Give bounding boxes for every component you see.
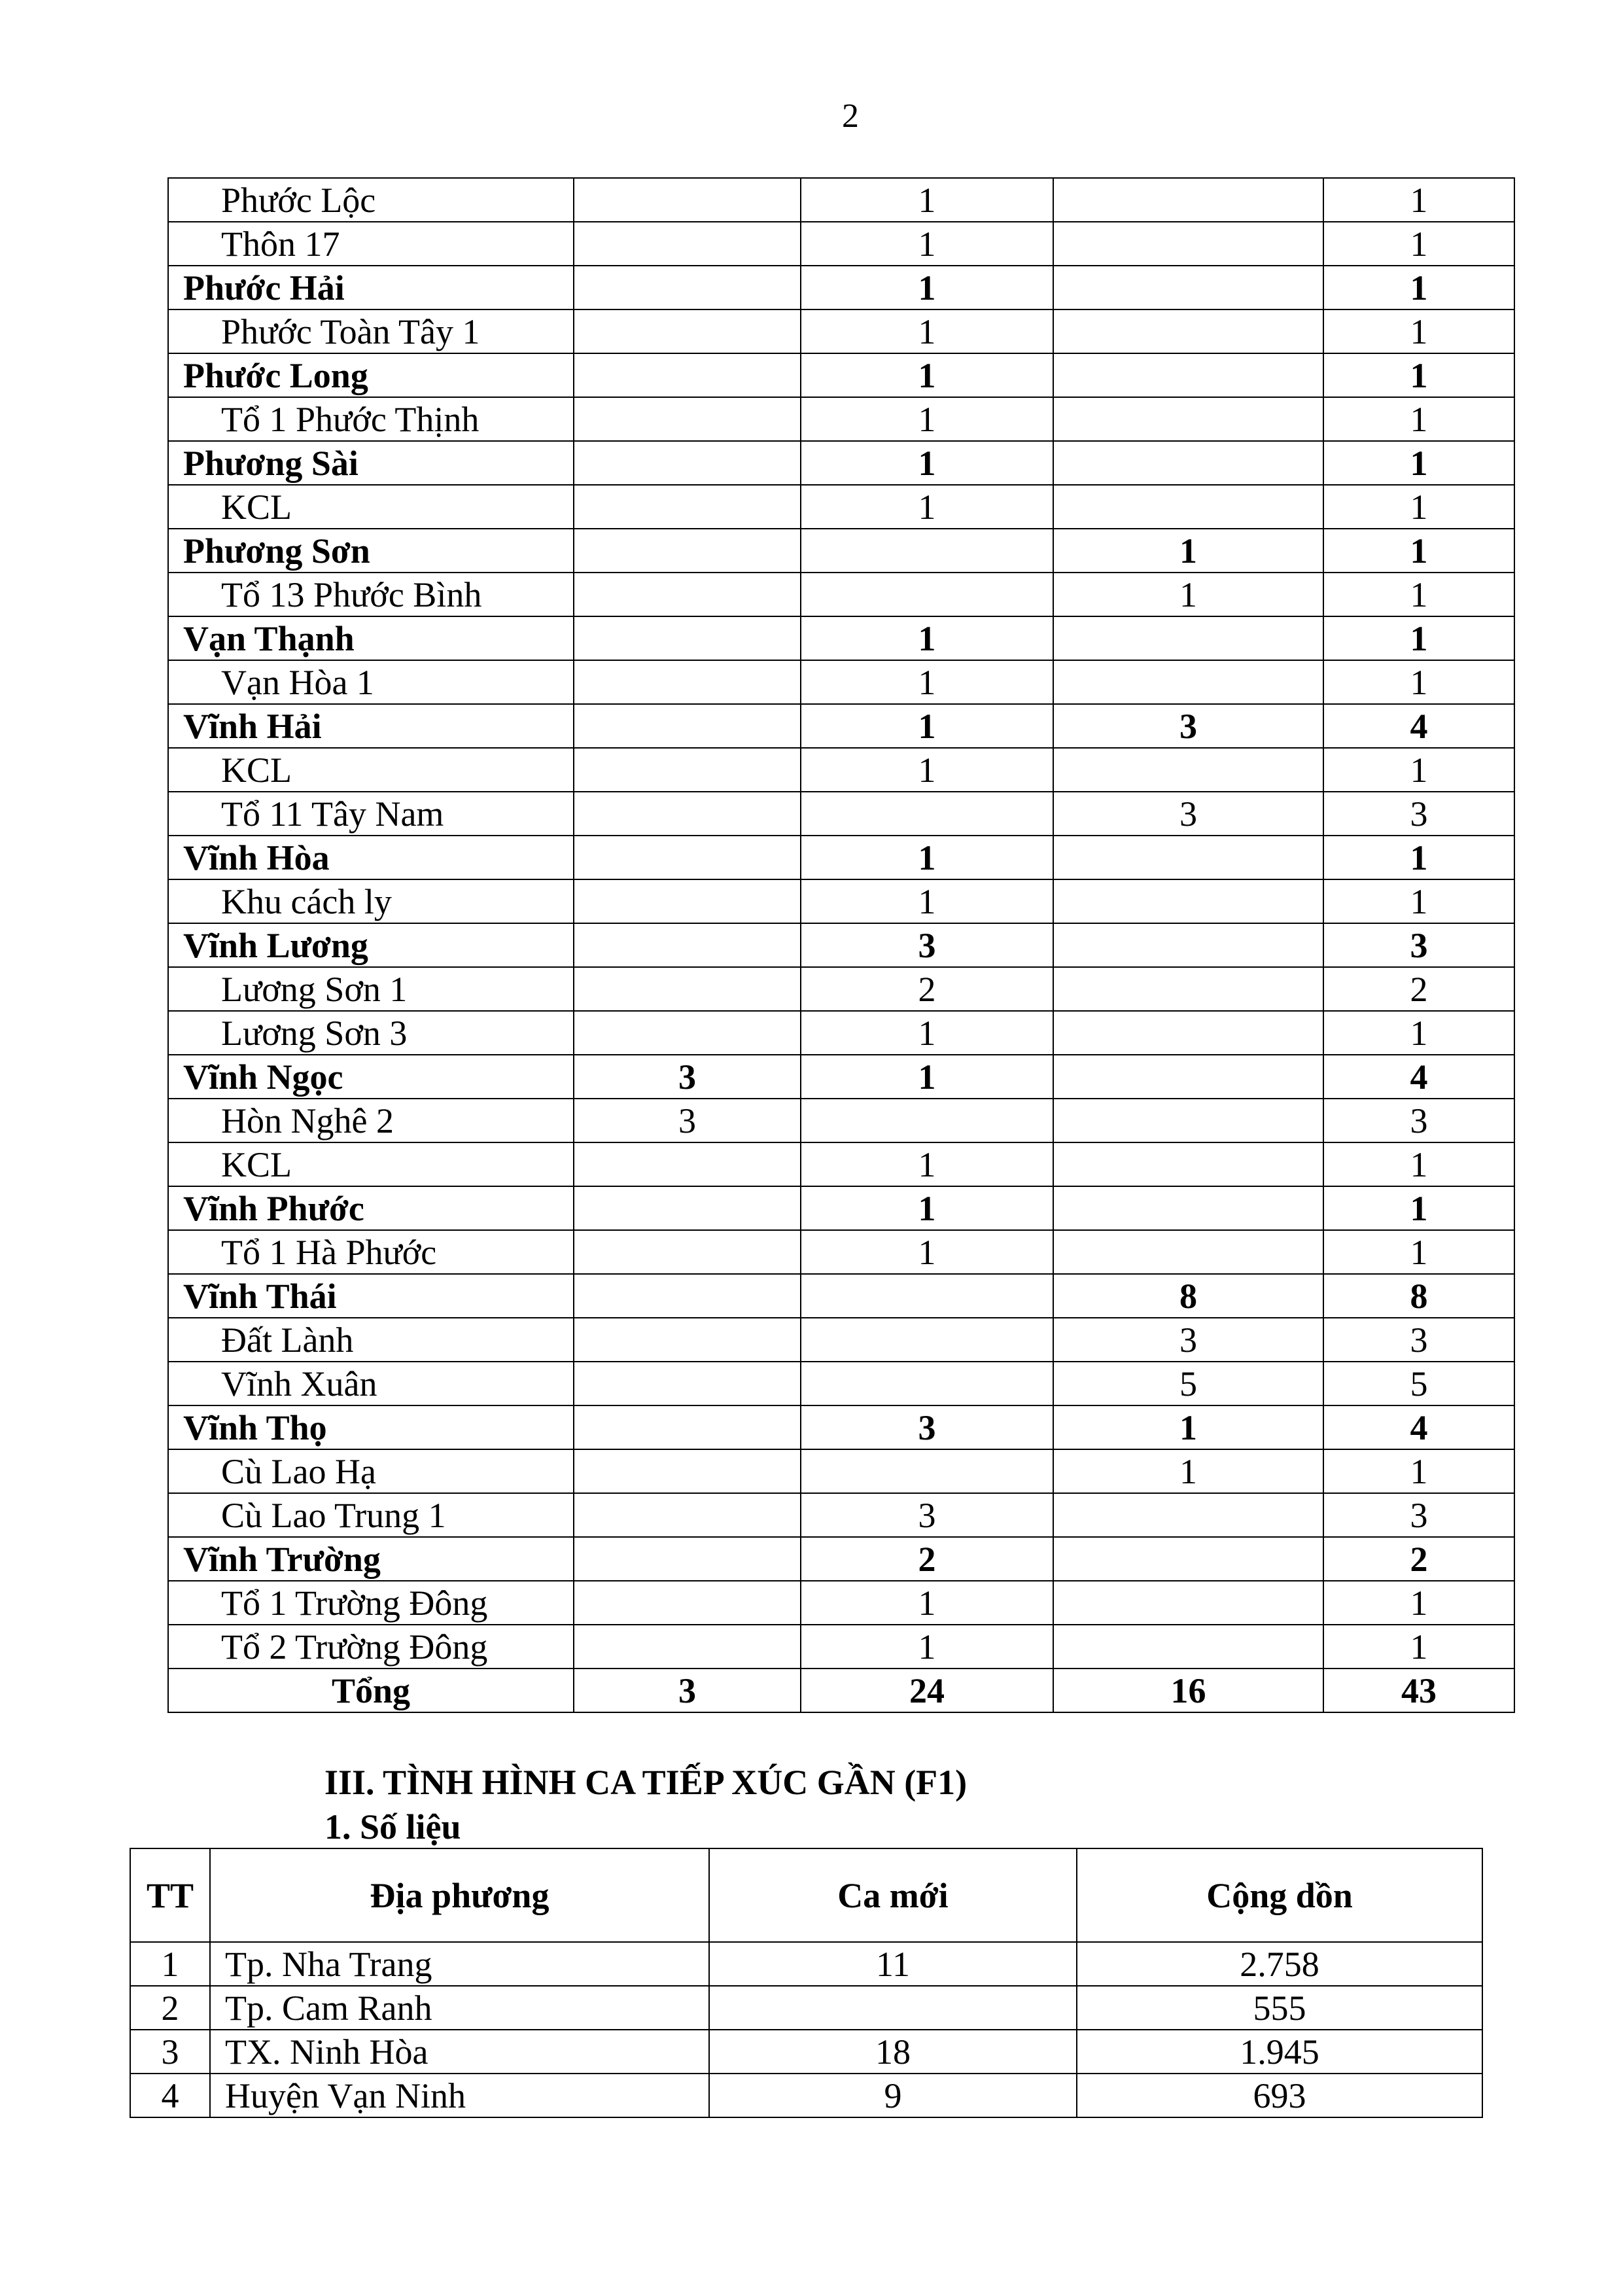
count-col1 [574,1537,801,1581]
ward-row [168,266,1514,309]
count-col2: 2 [801,1537,1053,1581]
locality-name: Vĩnh Hải [168,704,574,748]
count-col3 [1053,353,1323,397]
count-col1: 3 [574,1099,801,1142]
locality-name: Khu cách ly [168,879,574,923]
row-total: 1 [1323,573,1514,616]
count-col3: 8 [1053,1274,1323,1318]
total-col1: 3 [574,1669,801,1712]
locality-name: Vĩnh Thái [168,1274,574,1318]
locality-name: Đất Lành [168,1318,574,1362]
sub-area-row [168,1011,1514,1055]
count-col1 [574,397,801,441]
count-col2: 1 [801,266,1053,309]
total-col2: 24 [801,1669,1053,1712]
ward-row [168,353,1514,397]
row-total: 1 [1323,485,1514,529]
locality-name: Tổ 1 Phước Thịnh [168,397,574,441]
locality-name: Phước Hải [168,266,574,309]
count-col1 [574,441,801,485]
count-col1 [574,792,801,836]
count-col3 [1053,222,1323,266]
f1-table-body [130,1942,1482,2117]
locality-name: Lương Sơn 1 [168,967,574,1011]
row-total: 3 [1323,1493,1514,1537]
row-total: 4 [1323,1405,1514,1449]
sub-area-row [168,1099,1514,1142]
locality-name: Phước Lộc [168,178,574,222]
ward-row [168,616,1514,660]
row-total: 1 [1323,1142,1514,1186]
row-index: 2 [130,1986,210,2030]
count-col1 [574,1011,801,1055]
count-col2: 1 [801,879,1053,923]
new-cases: 9 [709,2074,1077,2117]
count-col2: 1 [801,1581,1053,1625]
ward-row [168,923,1514,967]
count-col1: 3 [574,1055,801,1099]
count-col1 [574,1405,801,1449]
count-col3 [1053,397,1323,441]
header-new-cases: Ca mới [709,1848,1077,1942]
row-total: 5 [1323,1362,1514,1405]
count-col3 [1053,441,1323,485]
count-col3 [1053,1099,1323,1142]
count-col2: 1 [801,616,1053,660]
row-total: 1 [1323,353,1514,397]
table-row [130,2074,1482,2117]
row-index: 4 [130,2074,210,2117]
count-col1 [574,1581,801,1625]
count-col3 [1053,923,1323,967]
locality-name: Vạn Hòa 1 [168,660,574,704]
count-col2: 1 [801,397,1053,441]
count-col3 [1053,616,1323,660]
row-total: 3 [1323,1318,1514,1362]
locality-name: Tổ 11 Tây Nam [168,792,574,836]
header-tt: TT [130,1848,210,1942]
sub-area-row [168,309,1514,353]
sub-area-row [168,1318,1514,1362]
count-col1 [574,704,801,748]
count-col1 [574,1318,801,1362]
count-col2: 1 [801,1186,1053,1230]
count-col3 [1053,1625,1323,1669]
locality-name: Lương Sơn 3 [168,1011,574,1055]
ward-row [168,441,1514,485]
count-col2 [801,1362,1053,1405]
locality-name: Tổ 13 Phước Bình [168,573,574,616]
count-col2 [801,1318,1053,1362]
count-col1 [574,879,801,923]
total-row [168,1669,1514,1712]
section-heading: III. TÌNH HÌNH CA TIẾP XÚC GẦN (F1) [324,1763,968,1802]
count-col1 [574,836,801,879]
count-col3 [1053,1230,1323,1274]
count-col1 [574,1449,801,1493]
locality-name: Cù Lao Trung 1 [168,1493,574,1537]
row-total: 1 [1323,266,1514,309]
count-col2 [801,1099,1053,1142]
row-index: 3 [130,2030,210,2074]
sub-area-row [168,1362,1514,1405]
sub-area-row [168,879,1514,923]
count-col1 [574,1493,801,1537]
count-col3 [1053,1186,1323,1230]
locality-name: Tổ 2 Trường Đông [168,1625,574,1669]
count-col1 [574,1625,801,1669]
row-total: 8 [1323,1274,1514,1318]
locality-name: Vĩnh Thọ [168,1405,574,1449]
count-col3: 3 [1053,704,1323,748]
ward-row [168,1537,1514,1581]
locality-name: KCL [168,748,574,792]
locality-name: Vĩnh Trường [168,1537,574,1581]
cumulative-cases: 693 [1077,2074,1482,2117]
f1-contacts-table [130,1848,1483,2118]
row-index: 1 [130,1942,210,1986]
count-col2: 1 [801,222,1053,266]
count-col3 [1053,1581,1323,1625]
sub-area-row [168,1449,1514,1493]
ward-row [168,1274,1514,1318]
cumulative-cases: 555 [1077,1986,1482,2030]
count-col2: 1 [801,1625,1053,1669]
header-cumulative: Cộng dồn [1077,1848,1482,1942]
row-total: 1 [1323,309,1514,353]
locality-name: Huyện Vạn Ninh [210,2074,709,2117]
count-col3: 1 [1053,1405,1323,1449]
row-total: 1 [1323,529,1514,573]
row-total: 1 [1323,660,1514,704]
row-total: 2 [1323,1537,1514,1581]
count-col2 [801,1274,1053,1318]
count-col3 [1053,967,1323,1011]
count-col2: 1 [801,1011,1053,1055]
row-total: 1 [1323,1449,1514,1493]
table-row [130,1986,1482,2030]
count-col3 [1053,309,1323,353]
count-col3: 3 [1053,792,1323,836]
count-col2: 1 [801,748,1053,792]
sub-area-row [168,178,1514,222]
count-col2: 1 [801,309,1053,353]
count-col2: 1 [801,485,1053,529]
count-col2: 1 [801,1142,1053,1186]
locality-name: Tp. Cam Ranh [210,1986,709,2030]
row-total: 1 [1323,1011,1514,1055]
count-col1 [574,748,801,792]
count-col3 [1053,836,1323,879]
row-total: 2 [1323,967,1514,1011]
row-total: 4 [1323,704,1514,748]
count-col2: 3 [801,1405,1053,1449]
row-total: 1 [1323,1625,1514,1669]
count-col3: 1 [1053,573,1323,616]
count-col2: 2 [801,967,1053,1011]
ward-row [168,1186,1514,1230]
locality-name: Vĩnh Lương [168,923,574,967]
count-col1 [574,178,801,222]
count-col1 [574,923,801,967]
count-col1 [574,1362,801,1405]
new-cases: 11 [709,1942,1077,1986]
sub-area-row [168,1230,1514,1274]
locality-name: KCL [168,485,574,529]
ward-row [168,529,1514,573]
count-col3: 1 [1053,1449,1323,1493]
sub-area-row [168,222,1514,266]
count-col2: 1 [801,660,1053,704]
sub-area-row [168,1142,1514,1186]
count-col2: 1 [801,1055,1053,1099]
sub-area-row [168,967,1514,1011]
ward-row [168,836,1514,879]
table-row [130,1942,1482,1986]
sub-area-row [168,1625,1514,1669]
locality-name: Vĩnh Xuân [168,1362,574,1405]
row-total: 4 [1323,1055,1514,1099]
locality-name: Phước Long [168,353,574,397]
count-col1 [574,266,801,309]
count-col2: 3 [801,1493,1053,1537]
count-col1 [574,1230,801,1274]
locality-name: Vĩnh Ngọc [168,1055,574,1099]
locality-name: Phương Sơn [168,529,574,573]
count-col1 [574,529,801,573]
count-col1 [574,222,801,266]
total-col3: 16 [1053,1669,1323,1712]
total-label: Tổng [168,1669,574,1712]
locality-name: KCL [168,1142,574,1186]
locality-name: Phương Sài [168,441,574,485]
ward-row [168,1405,1514,1449]
row-total: 1 [1323,397,1514,441]
count-col1 [574,616,801,660]
sub-area-row [168,660,1514,704]
count-col2 [801,1449,1053,1493]
count-col2: 1 [801,1230,1053,1274]
row-total: 1 [1323,178,1514,222]
ward-row [168,704,1514,748]
grand-total: 43 [1323,1669,1514,1712]
count-col3 [1053,266,1323,309]
ward-row [168,1055,1514,1099]
locality-name: TX. Ninh Hòa [210,2030,709,2074]
new-cases [709,1986,1077,2030]
sub-area-row [168,792,1514,836]
row-total: 1 [1323,1186,1514,1230]
count-col1 [574,309,801,353]
cases-table-body [168,178,1514,1712]
locality-name: Vạn Thạnh [168,616,574,660]
row-total: 3 [1323,792,1514,836]
count-col1 [574,967,801,1011]
count-col2: 1 [801,836,1053,879]
row-total: 3 [1323,1099,1514,1142]
count-col1 [574,1274,801,1318]
cumulative-cases: 2.758 [1077,1942,1482,1986]
locality-name: Tổ 1 Hà Phước [168,1230,574,1274]
header-locality: Địa phương [210,1848,709,1942]
count-col3: 1 [1053,529,1323,573]
row-total: 1 [1323,879,1514,923]
count-col1 [574,660,801,704]
row-total: 1 [1323,1230,1514,1274]
locality-name: Cù Lao Hạ [168,1449,574,1493]
count-col2 [801,573,1053,616]
count-col3 [1053,1493,1323,1537]
count-col3 [1053,1142,1323,1186]
count-col1 [574,1186,801,1230]
row-total: 3 [1323,923,1514,967]
sub-area-row [168,397,1514,441]
count-col1 [574,573,801,616]
locality-name: Thôn 17 [168,222,574,266]
row-total: 1 [1323,222,1514,266]
sub-area-row [168,1493,1514,1537]
page-number: 2 [842,97,859,135]
count-col3 [1053,748,1323,792]
count-col3 [1053,879,1323,923]
count-col2: 3 [801,923,1053,967]
count-col3: 3 [1053,1318,1323,1362]
sub-area-row [168,573,1514,616]
count-col2 [801,529,1053,573]
locality-name: Hòn Nghê 2 [168,1099,574,1142]
count-col2: 1 [801,704,1053,748]
count-col3 [1053,178,1323,222]
count-col1 [574,485,801,529]
count-col2: 1 [801,353,1053,397]
count-col1 [574,1142,801,1186]
table-row [130,2030,1482,2074]
count-col3: 5 [1053,1362,1323,1405]
row-total: 1 [1323,1581,1514,1625]
locality-name: Tp. Nha Trang [210,1942,709,1986]
row-total: 1 [1323,441,1514,485]
locality-name: Vĩnh Hòa [168,836,574,879]
locality-name: Phước Toàn Tây 1 [168,309,574,353]
count-col1 [574,353,801,397]
count-col3 [1053,660,1323,704]
count-col2: 1 [801,178,1053,222]
count-col3 [1053,1011,1323,1055]
locality-name: Tổ 1 Trường Đông [168,1581,574,1625]
count-col3 [1053,1055,1323,1099]
sub-area-row [168,748,1514,792]
subsection-heading: 1. Số liệu [324,1807,461,1846]
cases-by-locality-table [167,177,1515,1713]
locality-name: Vĩnh Phước [168,1186,574,1230]
new-cases: 18 [709,2030,1077,2074]
sub-area-row [168,485,1514,529]
count-col3 [1053,485,1323,529]
row-total: 1 [1323,616,1514,660]
sub-area-row [168,1581,1514,1625]
count-col3 [1053,1537,1323,1581]
count-col2: 1 [801,441,1053,485]
header-row [130,1848,1482,1942]
row-total: 1 [1323,836,1514,879]
row-total: 1 [1323,748,1514,792]
cumulative-cases: 1.945 [1077,2030,1482,2074]
count-col2 [801,792,1053,836]
